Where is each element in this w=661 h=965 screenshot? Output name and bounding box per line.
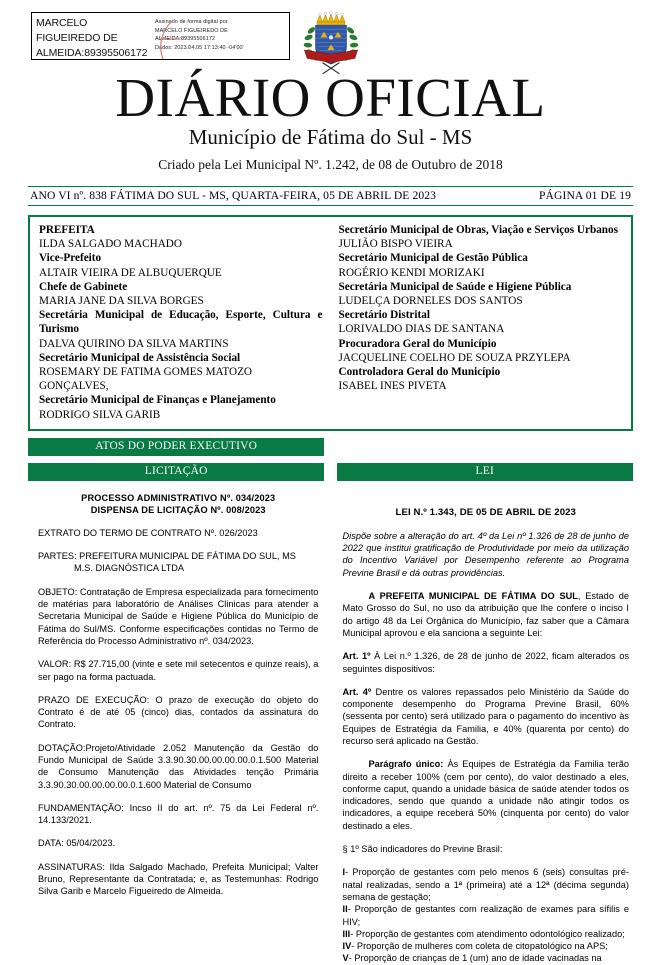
indicator-numeral: II — [342, 904, 348, 915]
indicator-text: - Proporção de crianças de 1 (um) ano de idade vacinadas na — [348, 953, 602, 964]
lei-art1-text: À Lei n.º 1.326, de 28 de junho de 2022, ficam alterados os seguintes dispositivos: — [342, 651, 629, 674]
issue-info-bar — [28, 186, 633, 206]
section-banner-row — [28, 463, 633, 481]
processo-heading-line-1: PROCESSO ADMINISTRATIVO Nº. 034/2023 — [81, 492, 276, 503]
official-name: ROSEMARY DE FATIMA GOMES MATOZO GONÇALVES, — [39, 366, 252, 393]
body-columns — [28, 492, 633, 965]
objeto-paragraph: OBJETO: Contratação de Empresa especializada para fornecimento de matérias para laboratório de Análises Clinicas para atender a Secretaria Municipal de Saúde e Higiene Pública do Município de Fátima do Sul/MS. Conforme especificações contidas no Termo de Referência do Processo Administrativo nº. 034/2023. — [38, 586, 319, 646]
indicator-text: - Proporção de mulheres com coleta de citopatológico na APS; — [351, 941, 608, 952]
indicator-text: - Proporção de gestantes com realização de exames para sífilis e HIV; — [342, 904, 629, 927]
official-role: Chefe de Gabinete — [39, 280, 128, 293]
data-paragraph: DATA: 05/04/2023. — [38, 838, 116, 849]
indicator-numeral: IV — [342, 941, 352, 952]
indicator-item — [343, 903, 629, 928]
lei-paragrafo-unico — [343, 758, 629, 832]
indicator-numeral: V — [342, 953, 349, 964]
assinaturas-paragraph: ASSINATURAS: Ilda Salgado Machado, Prefeita Municipal; Valter Bruno, Representante da Contratada; e, as Testemunhas: Rodrigo Silva Garib e Marcelo Figueiredo de Almeida. — [38, 861, 319, 897]
official-role: Secretário Municipal de Finanças e Planejamento — [39, 394, 276, 407]
masthead — [28, 67, 633, 175]
prazo-execucao-paragraph: PRAZO DE EXECUÇÃO: O prazo de execução do objeto do Contrato é de até 05 (cinco) dias, contados da assinatura do Contrato. — [38, 694, 319, 730]
official-name: ALTAIR VIEIRA DE ALBUQUERQUE — [39, 266, 222, 279]
lei-ementa: Dispõe sobre a alteração do art. 4º da Lei nº 1.326 de 28 de junho de 2022 que institui gratificação de Produtividade por meio da utilização do Incentivo Variável por Desempenho referente ao Programa Previne Brasil e dá outras providências. — [342, 530, 629, 578]
lei-art4 — [343, 686, 629, 747]
partes-line-2: M.S. DIAGNÓSTICA LTDA — [74, 563, 185, 574]
officials-right-column — [339, 223, 623, 422]
lei-title: LEI N.º 1.343, DE 05 DE ABRIL DE 2023 — [395, 506, 576, 518]
indicator-text: - Proporção de gestantes com atendimento odontológico realizado; — [350, 928, 625, 939]
official-role: Secretário Municipal de Gestão Pública — [338, 252, 528, 265]
official-name: JACQUELINE COELHO DE SOUZA PRZYLEPA — [338, 351, 571, 364]
lei-paragrafo-1: § 1º São indicadores do Previne Brasil: — [342, 844, 503, 855]
page-number-label: PÁGINA 01 DE 19 — [539, 189, 631, 202]
indicator-text: - Proporção de gestantes com pelo menos 6 (seis) consultas pré-natal realizadas, sendo a 1ª (primeira) até a 12ª (décima segunda) semana de gestação; — [342, 867, 629, 902]
official-role: Secretário Distrital — [338, 309, 430, 322]
official-role: Controladora Geral do Município — [338, 366, 501, 379]
banner-lei: LEI — [337, 463, 633, 481]
lei-preamble — [343, 590, 629, 639]
column-lei — [337, 492, 633, 965]
indicator-item — [343, 940, 629, 952]
extrato-contrato-line: EXTRATO DO TERMO DE CONTRATO Nº. 026/2023 — [38, 527, 258, 538]
processo-heading-line-2: DISPENSA DE LICITAÇÃO Nº. 008/2023 — [90, 504, 266, 515]
indicator-item — [343, 952, 629, 964]
official-role: Secretária Municipal de Educação, Esporte, Cultura e Turismo — [39, 309, 323, 336]
masthead-subtitle: Município de Fátima do Sul - MS — [188, 125, 473, 149]
lei-preamble-rest: , Estado de Mato Grosso do Sul, no uso da atribuição que lhe confere o inciso I do artigo 48 da Lei Orgânica do Município, faz saber que a Câmara Municipal aprovou e ela sanciona a seguinte Lei: — [342, 591, 629, 638]
official-role: Secretária Municipal de Saúde e Higiene Pública — [338, 280, 572, 293]
partes-block — [38, 550, 318, 575]
page-title: DIÁRIO OFICIAL — [115, 67, 546, 128]
banner-licitacao: LICITAÇÃO — [28, 463, 324, 481]
header-signature-row — [28, 0, 633, 62]
official-name: MARIA JANE DA SILVA BORGES — [39, 295, 204, 308]
lei-art4-text: Dentre os valores repassados pelo Ministério da Saúde do componente desempenho do Programa Previne Brasil, 60% (sessenta por cento) será utilizado para o pagamento do incentivo às Equipes de Estratégia da Familia, e 40% (quarenta por cento) do recurso será aplicado na Gestão. — [342, 686, 629, 746]
indicator-numeral: III — [342, 928, 351, 939]
official-name: DALVA QUIRINO DA SILVA MARTINS — [39, 337, 229, 350]
dotacao-paragraph: DOTAÇÃO:Projeto/Atividade 2.052 Manutenção da Gestão do Fundo Municipal de Saúde 3.3.90.30.00.00.00.00.0.1.500 Material de Consumo Manutenção das Atividades tenção Primária 3.3.90.30.00.00.00.00.0.1.600 Material de Consumo — [38, 742, 319, 790]
signature-name: MARCELO FIGUEIREDO DE ALMEIDA:89395506172 — [36, 17, 148, 59]
official-name: ROGÉRIO KENDI MORIZAKI — [338, 266, 485, 279]
official-name: RODRIGO SILVA GARIB — [39, 408, 161, 421]
lei-paragrafo-text: Às Equipes de Estratégia da Familia terão direito a receber 100% (cem por cento), do valor destinado a eles, conforme caput, quando a unidade básica de saúde atender todos os indicadores, sendo que quando a unidade não atingir todos os indicadores, a equipe receberá 50% (cinquenta por cento) do valor destinado a eles. — [342, 759, 629, 831]
official-role: Procuradora Geral do Município — [338, 337, 497, 350]
signature-meta-line-2: MARCELO FIGUEIREDO DE — [155, 27, 228, 34]
official-name: ISABEL INES PIVETA — [338, 380, 447, 393]
signature-meta-line-1: Assinado de forma digital por — [155, 19, 228, 25]
officials-box — [28, 215, 633, 431]
fundamentacao-paragraph: FUNDAMENTAÇÃO: Incso II do art. nº. 75 da Lei Federal nº. 14.133/2021. — [38, 802, 319, 826]
masthead-creation-law: Criado pela Lei Municipal Nº. 1.242, de 08 de Outubro de 2018 — [158, 157, 503, 172]
official-role: Vice-Prefeito — [39, 252, 102, 265]
banner-executive-acts: ATOS DO PODER EXECUTIVO — [28, 438, 324, 456]
partes-line-1: PARTES: PREFEITURA MUNICIPAL DE FÁTIMA DO SUL, MS — [38, 551, 296, 562]
indicator-numeral: I — [342, 867, 346, 878]
lei-art1 — [343, 650, 629, 675]
lei-preamble-bold: A PREFEITA MUNICIPAL DE FÁTIMA DO SUL — [368, 591, 578, 602]
official-role: PREFEITA — [39, 224, 95, 236]
indicator-item — [343, 928, 629, 940]
column-licitacao — [28, 492, 324, 965]
officials-left-column — [39, 223, 323, 422]
municipal-coat-of-arms-icon — [296, 8, 366, 78]
indicator-item — [343, 866, 629, 903]
official-name: JULIÃO BISPO VIEIRA — [338, 238, 453, 251]
issue-info-left: ANO VI nº. 838 FÁTIMA DO SUL - MS, QUARTA-FEIRA, 05 DE ABRIL DE 2023 — [30, 189, 437, 202]
official-name: LORIVALDO DIAS DE SANTANA — [338, 323, 505, 336]
lei-art4-label: Art. 4º — [342, 686, 372, 697]
official-role: Secretário Municipal de Obras, Viação e Serviços Urbanos — [338, 224, 618, 236]
signature-meta-line-4: Dados: 2023.04.05 17:13:40 -04'00' — [155, 44, 244, 51]
official-name: ILDA SALGADO MACHADO — [39, 238, 182, 251]
official-name: LUDELÇA DORNELES DOS SANTOS — [338, 295, 523, 308]
municipal-crest-wrap — [28, 8, 633, 78]
lei-top-spacer — [343, 492, 629, 506]
lei-paragrafo-label: Parágrafo único: — [368, 759, 444, 770]
lei-art1-label: Art. 1º — [342, 651, 371, 662]
valor-paragraph: VALOR: R$ 27.715,00 (vinte e sete mil setecentos e quinze reais), a ser pago na forma pactuada. — [38, 659, 319, 682]
official-role: Secretário Municipal de Assistência Social — [39, 351, 241, 364]
signature-meta-line-3: ALMEIDA:89395506172 — [155, 36, 216, 43]
